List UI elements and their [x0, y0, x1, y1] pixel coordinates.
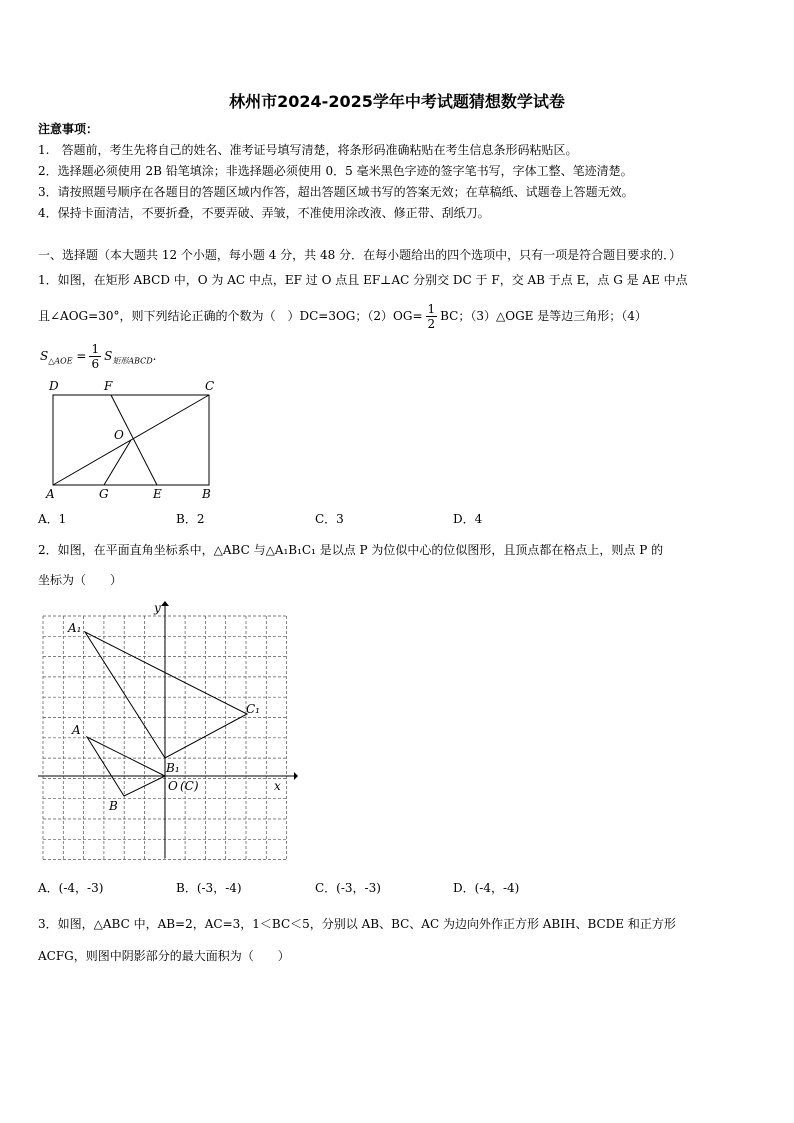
q1-frac-num: 1 [427, 302, 436, 316]
q3-line2: ACFG，则图中阴影部分的最大面积为（ ） [38, 949, 290, 963]
notice-heading: 注意事项： [38, 122, 99, 136]
q1-s-right: S [104, 349, 113, 363]
q2-option-b[interactable]: B．(-3，-4) [176, 881, 242, 895]
label-e: E [153, 487, 162, 501]
triangle-a1b1c1 [85, 632, 247, 758]
q2-option-a[interactable]: A．(-4，-3) [38, 881, 104, 895]
q1-line2 [38, 301, 647, 331]
q3-line1: 3．如图，△ABC 中，AB=2，AC=3，1＜BC＜5，分别以 AB、BC、AC 为边向外作正方形 ABIH、BCDE 和正方形 [38, 917, 676, 931]
q2-option-d[interactable]: D．(-4，-4) [453, 881, 520, 895]
label-b: B [202, 487, 211, 501]
notice-item-2: 2．选择题必须使用 2B 铅笔填涂；非选择题必须使用 0．5 毫米黑色字迹的签字笔书写，字体工整、笔迹清楚。 [38, 164, 633, 178]
label-a: A [72, 723, 81, 737]
y-axis-arrow [161, 601, 169, 606]
label-b: B [109, 799, 118, 813]
q1-fraction-half [426, 302, 438, 331]
q1-sfrac-num: 1 [91, 342, 100, 356]
label-c: C [205, 379, 215, 393]
q1-line2-b: BC；（3）△OGE 是等边三角形；（4） [440, 309, 647, 323]
q1-line1: 1．如图，在矩形 ABCD 中，O 为 AC 中点，EF 过 O 点且 EF⊥AC 分别交 DC 于 F，交 AB 于点 E，点 G 是 AE 中点 [38, 273, 688, 287]
q2-line2: 坐标为（ ） [38, 573, 123, 587]
q1-line2-a: 且∠AOG=30°，则下列结论正确的个数为（ ）DC=3OG；（2）OG= [38, 309, 423, 323]
q1-option-b[interactable]: B．2 [176, 512, 205, 526]
label-a: A [46, 487, 55, 501]
page-title: 林州市2024-2025学年中考试题猜想数学试卷 [229, 92, 565, 111]
label-a1: A₁ [68, 621, 82, 635]
notice-item-3: 3．请按照题号顺序在各题目的答题区域内作答，超出答题区域书写的答案无效；在草稿纸、试题卷上答题无效。 [38, 185, 634, 199]
label-y: y [154, 601, 161, 615]
label-c1: C₁ [246, 702, 260, 716]
q1-s-end: . [152, 349, 157, 363]
section-heading: 一、选择题（本大题共 12 个小题，每小题 4 分，共 48 分．在每小题给出的四个选项中，只有一项是符合题目要求的．） [38, 248, 682, 262]
label-x: x [274, 779, 281, 793]
q1-option-a[interactable]: A．1 [38, 512, 67, 526]
q1-s-left: S [40, 349, 49, 363]
q1-s-eq: = [76, 349, 87, 363]
notice-item-1: 1. 答题前，考生先将自己的姓名、准考证号填写清楚，将条形码准确粘贴在考生信息条形码粘贴区。 [38, 143, 578, 157]
q1-area-formula [40, 341, 157, 376]
q1-option-c[interactable]: C．3 [315, 512, 344, 526]
q1-option-d[interactable]: D．4 [453, 512, 483, 526]
label-d: D [49, 379, 59, 393]
q1-rectangle-figure [40, 375, 220, 505]
q1-frac-den: 2 [427, 317, 436, 331]
label-o: O [114, 428, 124, 442]
q1-s-right-sub: 矩形ABCD [112, 356, 153, 366]
notice-item-4: 4．保持卡面清洁，不要折叠，不要弄破、弄皱，不准使用涂改液、修正带、刮纸刀。 [38, 206, 490, 220]
segment-og [104, 440, 131, 485]
q1-sfrac-den: 6 [91, 357, 100, 371]
label-g: G [99, 487, 109, 501]
q1-s-left-sub: △AOE [48, 356, 73, 366]
label-b1: B₁ [166, 761, 180, 775]
q2-line1: 2．如图，在平面直角坐标系中，△ABC 与△A₁B₁C₁ 是以点 P 为位似中心的位似图形，且顶点都在格点上，则点 P 的 [38, 543, 664, 557]
q1-fraction-sixth [89, 342, 101, 371]
label-c-origin: (C) [180, 779, 199, 793]
x-axis-arrow [294, 772, 298, 780]
label-o: O [168, 779, 178, 793]
label-f: F [104, 379, 113, 393]
q2-coordinate-grid-figure [38, 600, 300, 862]
q2-option-c[interactable]: C．(-3，-3) [315, 881, 381, 895]
triangle-abc [87, 737, 165, 796]
